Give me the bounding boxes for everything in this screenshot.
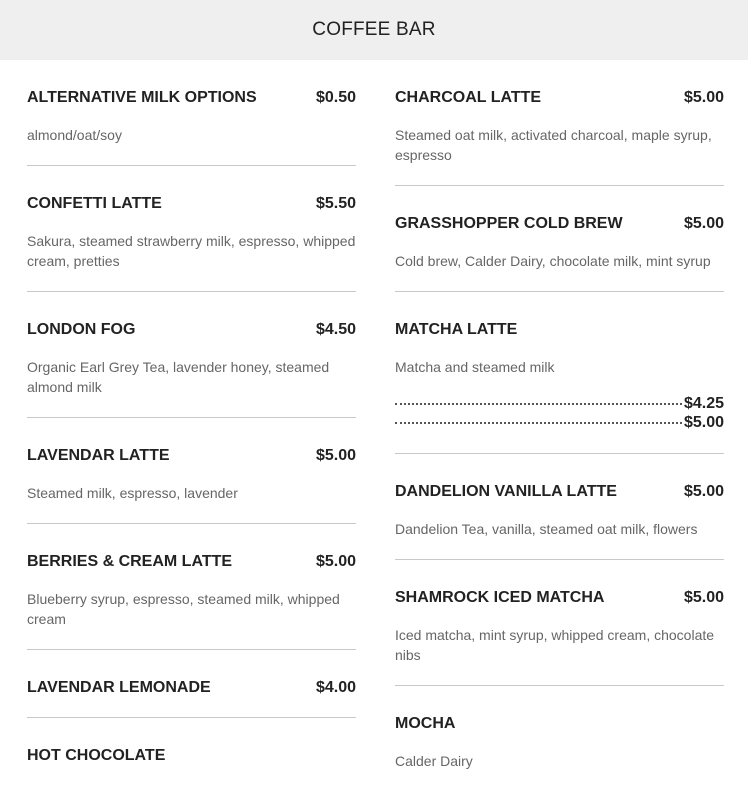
menu-item[interactable] bbox=[27, 166, 356, 292]
item-description: Blueberry syrup, espresso, steamed milk, whipped cream bbox=[27, 591, 340, 627]
menu-item[interactable] bbox=[395, 454, 724, 560]
item-name: LAVENDAR LATTE bbox=[27, 447, 170, 464]
variant-row bbox=[395, 414, 724, 433]
item-description: Steamed oat milk, activated charcoal, maple syrup, espresso bbox=[395, 127, 712, 163]
item-price: $5.00 bbox=[315, 553, 356, 570]
item-name: LAVENDAR LEMONADE bbox=[27, 679, 211, 696]
item-price: $5.00 bbox=[315, 447, 356, 464]
item-description: Iced matcha, mint syrup, whipped cream, chocolate nibs bbox=[395, 627, 715, 663]
item-price: $4.00 bbox=[315, 679, 356, 696]
menu-title: COFFEE BAR bbox=[312, 19, 436, 40]
item-name: GRASSHOPPER COLD BREW bbox=[395, 215, 623, 232]
item-name: DANDELION VANILLA LATTE bbox=[395, 483, 617, 500]
item-name: MOCHA bbox=[395, 715, 456, 732]
item-description: Calder Dairy bbox=[395, 753, 473, 769]
dot-leader bbox=[395, 422, 682, 424]
menu-item[interactable] bbox=[27, 60, 356, 166]
menu-item[interactable] bbox=[27, 650, 356, 718]
menu-item[interactable] bbox=[27, 418, 356, 524]
item-price: $5.00 bbox=[683, 589, 724, 606]
item-price: $5.00 bbox=[683, 89, 724, 106]
menu-columns bbox=[0, 60, 748, 791]
menu-item[interactable] bbox=[27, 524, 356, 650]
item-description: Cold brew, Calder Dairy, chocolate milk, mint syrup bbox=[395, 253, 711, 269]
variant-price: $4.25 bbox=[683, 395, 724, 412]
item-name: BERRIES & CREAM LATTE bbox=[27, 553, 233, 570]
item-description: almond/oat/soy bbox=[27, 127, 122, 143]
left-column bbox=[27, 60, 356, 791]
item-name: LONDON FOG bbox=[27, 321, 136, 338]
menu-item[interactable] bbox=[395, 292, 724, 454]
item-name: SHAMROCK ICED MATCHA bbox=[395, 589, 605, 606]
item-price: $5.50 bbox=[315, 195, 356, 212]
item-name: MATCHA LATTE bbox=[395, 321, 518, 338]
item-name: ALTERNATIVE MILK OPTIONS bbox=[27, 89, 257, 106]
dot-leader bbox=[395, 403, 682, 405]
variant-price: $5.00 bbox=[683, 414, 724, 431]
item-price: $4.50 bbox=[315, 321, 356, 338]
item-price: $5.00 bbox=[683, 483, 724, 500]
item-price: $5.00 bbox=[683, 215, 724, 232]
item-description: Sakura, steamed strawberry milk, espresso, whipped cream, pretties bbox=[27, 233, 356, 269]
menu-item[interactable] bbox=[27, 718, 356, 785]
item-name: CONFETTI LATTE bbox=[27, 195, 162, 212]
item-name: HOT CHOCOLATE bbox=[27, 747, 166, 764]
item-description: Dandelion Tea, vanilla, steamed oat milk, flowers bbox=[395, 521, 698, 537]
item-price: $0.50 bbox=[315, 89, 356, 106]
menu-header bbox=[0, 0, 748, 60]
variant-prices bbox=[395, 395, 724, 433]
item-name: CHARCOAL LATTE bbox=[395, 89, 542, 106]
menu-item[interactable] bbox=[395, 186, 724, 292]
item-description: Organic Earl Grey Tea, lavender honey, steamed almond milk bbox=[27, 359, 330, 395]
item-description: Matcha and steamed milk bbox=[395, 359, 555, 375]
item-description: Steamed milk, espresso, lavender bbox=[27, 485, 238, 501]
menu-item[interactable] bbox=[395, 560, 724, 686]
menu-item[interactable] bbox=[27, 292, 356, 418]
menu-item[interactable] bbox=[395, 686, 724, 791]
variant-row bbox=[395, 395, 724, 414]
right-column bbox=[395, 60, 724, 791]
menu-item[interactable] bbox=[395, 60, 724, 186]
